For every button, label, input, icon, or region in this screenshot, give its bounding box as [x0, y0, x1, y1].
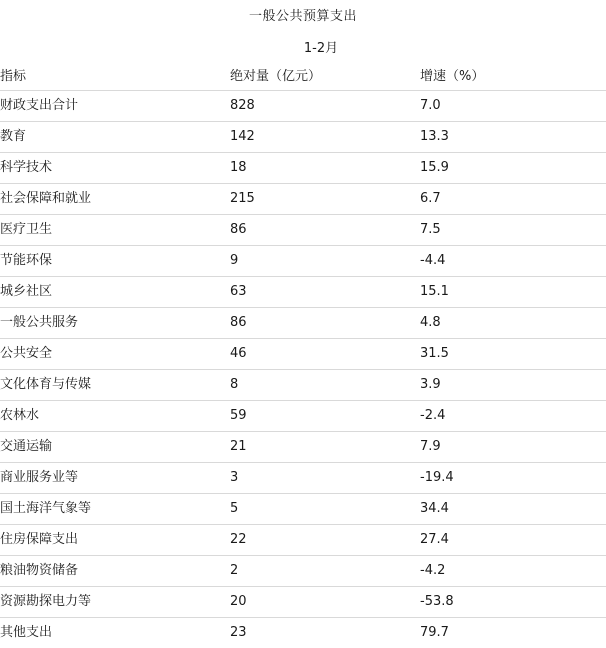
table-row — [0, 308, 606, 339]
table-header — [0, 64, 606, 91]
cell-growth: 27.4 — [420, 525, 606, 556]
cell-amount: 5 — [230, 494, 420, 525]
table-body — [0, 91, 606, 648]
cell-growth: 79.7 — [420, 625, 449, 640]
table-row — [0, 277, 606, 308]
cell-growth: 4.8 — [420, 308, 606, 339]
cell-amount: 2 — [230, 556, 420, 587]
table-row — [0, 370, 606, 401]
table-row — [0, 587, 606, 618]
cell-indicator: 一般公共服务 — [0, 308, 230, 339]
table-row — [0, 463, 606, 494]
cell-amount: 22 — [230, 525, 420, 556]
cell-amount: 21 — [230, 432, 420, 463]
page-title: 一般公共预算支出 — [248, 9, 357, 24]
table-row — [0, 184, 606, 215]
table-row — [0, 246, 606, 277]
cell-amount: 9 — [230, 246, 420, 277]
cell-growth: 15.9 — [420, 153, 606, 184]
cell-growth: -4.2 — [420, 556, 606, 587]
cell-growth: 3.9 — [420, 370, 606, 401]
cell-indicator: 医疗卫生 — [0, 215, 230, 246]
cell-growth: 34.4 — [420, 494, 606, 525]
cell-indicator: 交通运输 — [0, 432, 230, 463]
cell-amount: 46 — [230, 339, 420, 370]
cell-indicator: 农林水 — [0, 401, 230, 432]
cell-indicator: 社会保障和就业 — [0, 184, 230, 215]
cell-indicator: 教育 — [0, 122, 230, 153]
table-row — [0, 556, 606, 587]
cell-indicator: 粮油物资储备 — [0, 556, 230, 587]
cell-indicator: 文化体育与传媒 — [0, 370, 230, 401]
table-header-row — [0, 64, 606, 91]
table-row — [0, 153, 606, 184]
cell-growth: -4.4 — [420, 246, 606, 277]
table-row — [0, 215, 606, 246]
budget-expenditure-table — [0, 64, 606, 648]
cell-amount: 8 — [230, 370, 420, 401]
cell-growth: -53.8 — [420, 587, 606, 618]
cell-amount: 86 — [230, 308, 420, 339]
table-row — [0, 91, 606, 122]
table-row — [0, 432, 606, 463]
cell-amount: 20 — [230, 587, 420, 618]
cell-indicator: 科学技术 — [0, 153, 230, 184]
cell-growth: 6.7 — [420, 184, 606, 215]
cell-indicator: 住房保障支出 — [0, 525, 230, 556]
cell-amount: 142 — [230, 122, 420, 153]
period-label: 1-2月 — [303, 41, 339, 56]
cell-indicator: 城乡社区 — [0, 277, 230, 308]
cell-amount: 215 — [230, 184, 420, 215]
cell-amount: 3 — [230, 463, 420, 494]
cell-amount: 86 — [230, 215, 420, 246]
cell-amount: 23 — [230, 625, 247, 640]
table-row — [0, 525, 606, 556]
cell-growth: 7.0 — [420, 91, 606, 122]
cell-growth: -19.4 — [420, 463, 606, 494]
cell-growth: 7.9 — [420, 432, 606, 463]
table-row — [0, 618, 606, 648]
column-header-indicator: 指标 — [0, 64, 230, 91]
column-header-amount: 绝对量（亿元） — [230, 64, 420, 91]
cell-growth: 31.5 — [420, 339, 606, 370]
cell-amount: 63 — [230, 277, 420, 308]
cell-indicator: 节能环保 — [0, 246, 230, 277]
table-row — [0, 339, 606, 370]
table-row — [0, 494, 606, 525]
cell-amount: 828 — [230, 91, 420, 122]
cell-indicator: 资源勘探电力等 — [0, 587, 230, 618]
table-row — [0, 122, 606, 153]
cell-indicator: 公共安全 — [0, 339, 230, 370]
cell-amount: 18 — [230, 153, 420, 184]
cell-growth: 7.5 — [420, 215, 606, 246]
cell-growth: 13.3 — [420, 122, 606, 153]
cell-indicator: 国土海洋气象等 — [0, 494, 230, 525]
cell-indicator: 其他支出 — [0, 625, 53, 640]
cell-indicator: 商业服务业等 — [0, 463, 230, 494]
cell-indicator: 财政支出合计 — [0, 91, 230, 122]
table-row — [0, 401, 606, 432]
cell-growth: 15.1 — [420, 277, 606, 308]
cell-amount: 59 — [230, 401, 420, 432]
cell-growth: -2.4 — [420, 401, 606, 432]
column-header-growth: 增速（%） — [420, 64, 606, 91]
